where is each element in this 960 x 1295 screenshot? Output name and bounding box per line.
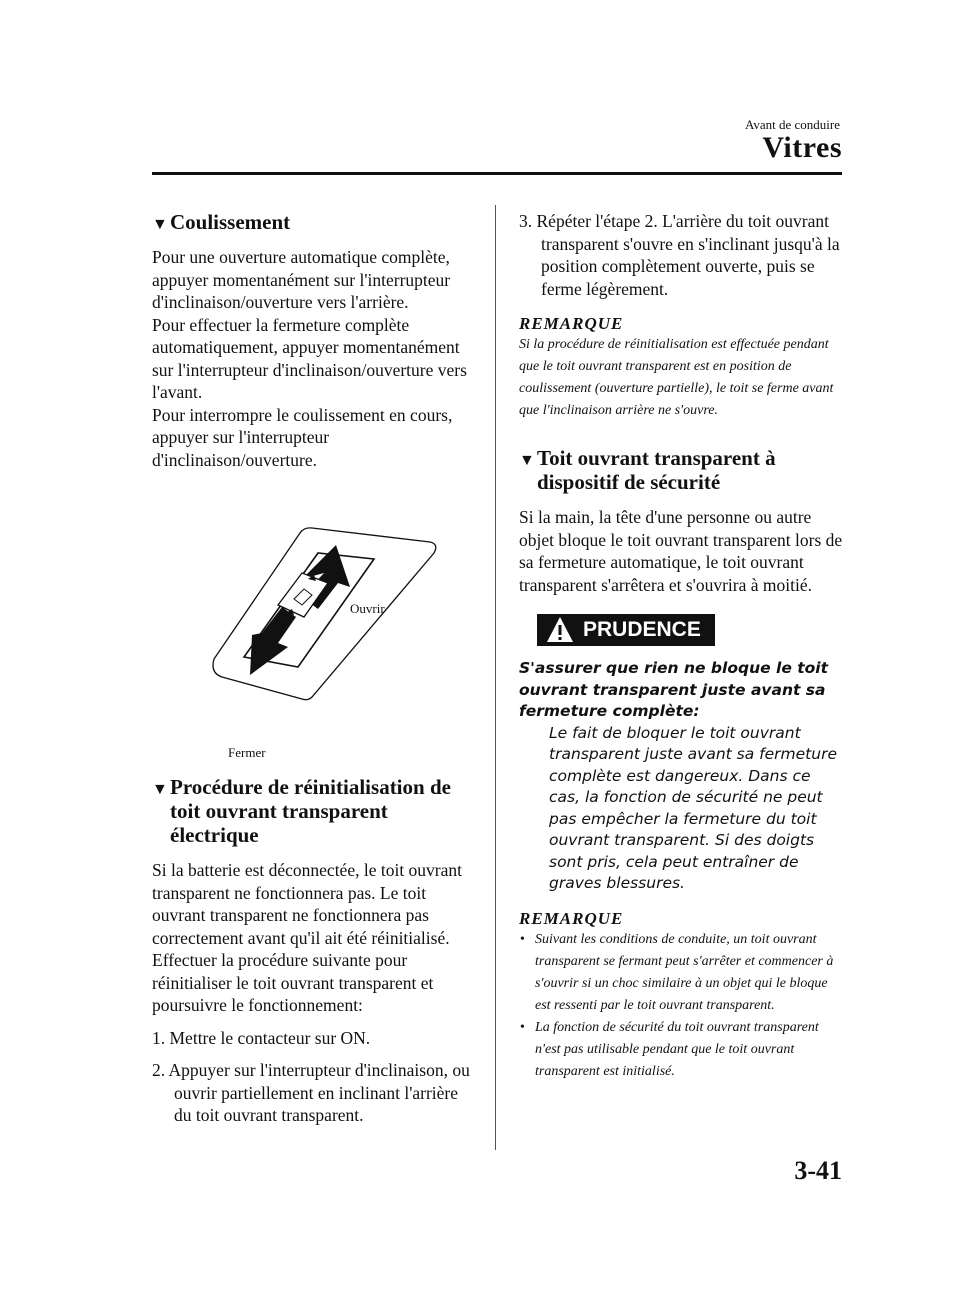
note-bullet: • La fonction de sécurité du toit ouvrant transparent n'est pas utilisable pendant que le toit ouvrant transparent est initialisé. [519, 1017, 844, 1083]
column-divider [495, 205, 496, 1150]
step-2: 2. Appuyer sur l'interrupteur d'inclinaison, ou ouvrir partiellement en inclinant l'arrière du toit ouvrant transparent. [152, 1060, 470, 1125]
coulissement-text [152, 246, 477, 471]
section-name: Avant de conduire [744, 117, 840, 132]
triangle-down-icon: ▼ [519, 452, 535, 469]
left-column [152, 210, 477, 1127]
caution-body: Le fait de bloquer le toit ouvrant transparent juste avant sa fermeture complète est dangereux. Dans ce cas, la fonction de sécurité ne peut pas empêcher la fermeture du toit ouvrant transparent. Si des doigts sont pris, cela peut entraîner de graves blessures. [549, 723, 837, 892]
note-title: REMARQUE [519, 908, 624, 928]
header-rule [152, 172, 842, 175]
paragraph: Pour une ouverture automatique complète, appuyer momentanément sur l'interrupteur d'inclinaison/ouverture vers l'arrière. [152, 247, 451, 312]
paragraph: Pour interrompre le coulissement en cours, appuyer sur l'interrupteur d'inclinaison/ouverture. [152, 404, 453, 470]
right-column [519, 210, 844, 1083]
caution-title: S'assurer que rien ne bloque le toit ouvrant transparent juste avant sa fermeture complète: [519, 659, 829, 720]
close-label: Fermer [228, 745, 266, 760]
switch-illustration [152, 507, 477, 760]
note-title: REMARQUE [519, 314, 624, 333]
warning-icon [545, 615, 575, 645]
page-title: Vitres [762, 131, 842, 164]
paragraph: Pour effectuer la fermeture complète automatiquement, appuyer momentanément sur l'interrupteur d'inclinaison/ouverture vers l'avant. [152, 314, 467, 402]
note-text: Si la procédure de réinitialisation est effectuée pendant que le toit ouvrant transparent est en position de coulissement (ouverture partielle), le toit se ferme avant que l'inclinaison arrière ne s'ouvre. [519, 337, 834, 418]
step-3: 3. Répéter l'étape 2. L'arrière du toit ouvrant transparent s'ouvre en s'inclinant jusqu'à la position complètement ouverte, puis se ferme légèrement. [519, 211, 840, 299]
heading-safety: ▼ Toit ouvrant transparent à dispositif de sécurité [519, 446, 776, 494]
page-number: 3-41 [794, 1156, 842, 1185]
triangle-down-icon: ▼ [152, 781, 168, 798]
bullet-icon: • [520, 1019, 525, 1035]
triangle-down-icon: ▼ [152, 216, 168, 233]
note-bullet: • Suivant les conditions de conduite, un toit ouvrant transparent se fermant peut s'arrêter et commencer à s'ouvrir si un choc similaire à un objet qui le bloque est ressenti par le toit ouvrant transparent. [519, 929, 844, 1017]
heading-reset-procedure: ▼ Procédure de réinitialisation de toit ouvrant transparent électrique [152, 775, 451, 847]
step-1: 1. Mettre le contacteur sur ON. [152, 1027, 371, 1048]
heading-coulissement: ▼ Coulissement [152, 210, 477, 234]
bullet-icon: • [520, 931, 525, 947]
tilt-slide-switch-diagram [152, 507, 477, 717]
open-label: Ouvrir [350, 601, 385, 616]
caution-badge: PRUDENCE [537, 614, 715, 646]
safety-paragraph: Si la main, la tête d'une personne ou autre objet bloque le toit ouvrant transparent lors de sa fermeture automatique, le toit ouvrant transparent s'arrêtera et s'ouvrira à moitié. [519, 507, 843, 595]
reset-paragraph: Si la batterie est déconnectée, le toit ouvrant transparent ne fonctionnera pas. Le toit ouvrant transparent ne fonctionnera pas correctement avant qu'il ait été réinitialisé. Effectuer la procédure suivante pour réinitialiser le toit ouvrant transparent et poursuivre le fonctionnement: [152, 860, 463, 1015]
